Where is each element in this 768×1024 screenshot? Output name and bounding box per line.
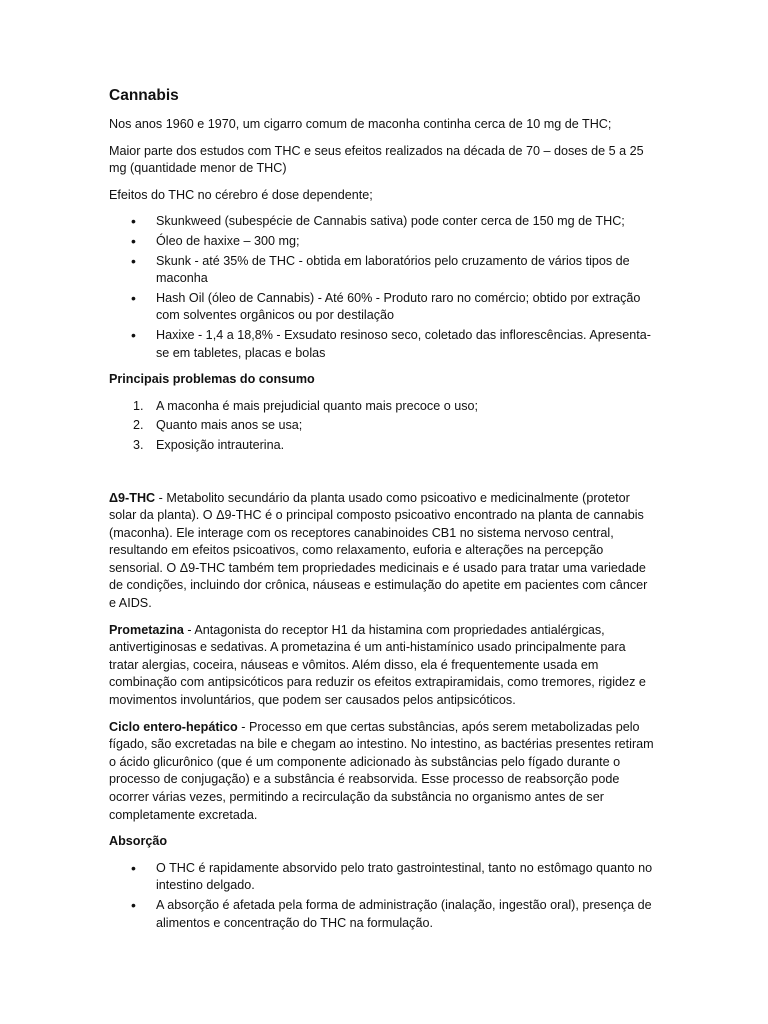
document-title: Cannabis — [109, 87, 179, 104]
list-item — [109, 398, 657, 416]
dose-bullet-list — [109, 213, 657, 362]
list-item: • Haxixe - 1,4 a 18,8% - Exsudato resinoso seco, coletado das inflorescências. Apresenta-se em tabletes, placas e bolas — [109, 327, 657, 362]
list-item: • A absorção é afetada pela forma de administração (inalação, ingestão oral), presença de alimentos e concentração do THC na formulação. — [109, 897, 657, 932]
definition-term: Prometazina — [109, 622, 184, 637]
list-item: • O THC é rapidamente absorvido pelo trato gastrointestinal, tanto no estômago quanto no intestino delgado. — [109, 860, 657, 895]
list-item: • Skunkweed (subespécie de Cannabis sativa) pode conter cerca de 150 mg de THC; — [109, 213, 657, 231]
list-item: • Óleo de haxixe – 300 mg; — [109, 233, 657, 251]
list-number: 1. — [133, 398, 144, 413]
definition-term: Δ9-THC — [109, 490, 156, 505]
list-item — [109, 437, 657, 455]
list-item-text: A maconha é mais prejudicial quanto mais precoce o uso; — [156, 398, 479, 413]
document-page — [109, 86, 657, 941]
intro-paragraph: Nos anos 1960 e 1970, um cigarro comum de maconha continha cerca de 10 mg de THC; — [109, 117, 612, 131]
definition-text: - Metabolito secundário da planta usado como psicoativo e medicinalmente (protetor solar da planta). O Δ9-THC é o principal composto psicoativo encontrado na planta de cannabis (maconha). Ele interage com os receptores canabinoides CB1 no sistema nervoso central, resultando em efeitos psicoativos, como relaxamento, euforia e alterações na percepção sensorial. O Δ9-THC também tem propriedades medicinais e é usado para tratar uma variedade de condições, incluindo dor crônica, náuseas e estimulação do apetite em pacientes com câncer e AIDS. — [109, 490, 648, 611]
list-number: 3. — [133, 437, 144, 452]
definition-paragraph — [109, 622, 657, 710]
section-heading-problems: Principais problemas do consumo — [109, 372, 315, 387]
list-item: • Skunk - até 35% de THC - obtida em laboratórios pelo cruzamento de vários tipos de maconha — [109, 253, 657, 288]
definition-term: Ciclo entero-hepático — [109, 719, 238, 734]
intro-paragraph: Maior parte dos estudos com THC e seus efeitos realizados na década de 70 – doses de 5 a 25 mg (quantidade menor de THC) — [109, 143, 644, 176]
definition-paragraph — [109, 490, 657, 613]
blank-line — [109, 464, 657, 490]
list-item: • Hash Oil (óleo de Cannabis) - Até 60% - Produto raro no comércio; obtido por extração com solventes orgânicos ou por destilação — [109, 290, 657, 325]
problems-numbered-list — [109, 398, 657, 455]
definition-text: - Antagonista do receptor H1 da histamina com propriedades antialérgicas, antivertiginosas e sedativas. A prometazina é um anti-histamínico usado principalmente para tratar alergias, coceira, náuseas e vômitos. Além disso, ela é frequentemente usada em combinação com antipsicóticos para reduzir os efeitos extrapiramidais, como tremores, rigidez e movimentos involuntários, que podem ser causados pelos antipsicóticos. — [109, 622, 646, 708]
section-heading-absorption: Absorção — [109, 834, 168, 849]
intro-paragraph: Efeitos do THC no cérebro é dose dependente; — [109, 187, 373, 202]
list-item-text: Exposição intrauterina. — [156, 437, 285, 452]
list-item-text: Quanto mais anos se usa; — [156, 418, 303, 433]
definition-text: - Processo em que certas substâncias, após serem metabolizadas pelo fígado, são excretadas na bile e chegam ao intestino. No intestino, as bactérias presentes retiram o ácido glicurônico (que é um componente adicionado às substâncias pelo fígado durante o processo de conjugação) e a substância é reabsorvida. Esse processo de reabsorção pode ocorrer várias vezes, permitindo a recirculação da substância no organismo antes de ser completamente excretada. — [109, 719, 654, 822]
absorption-bullet-list — [109, 860, 657, 932]
definition-paragraph — [109, 719, 657, 825]
list-item — [109, 417, 657, 435]
list-number: 2. — [133, 418, 144, 433]
